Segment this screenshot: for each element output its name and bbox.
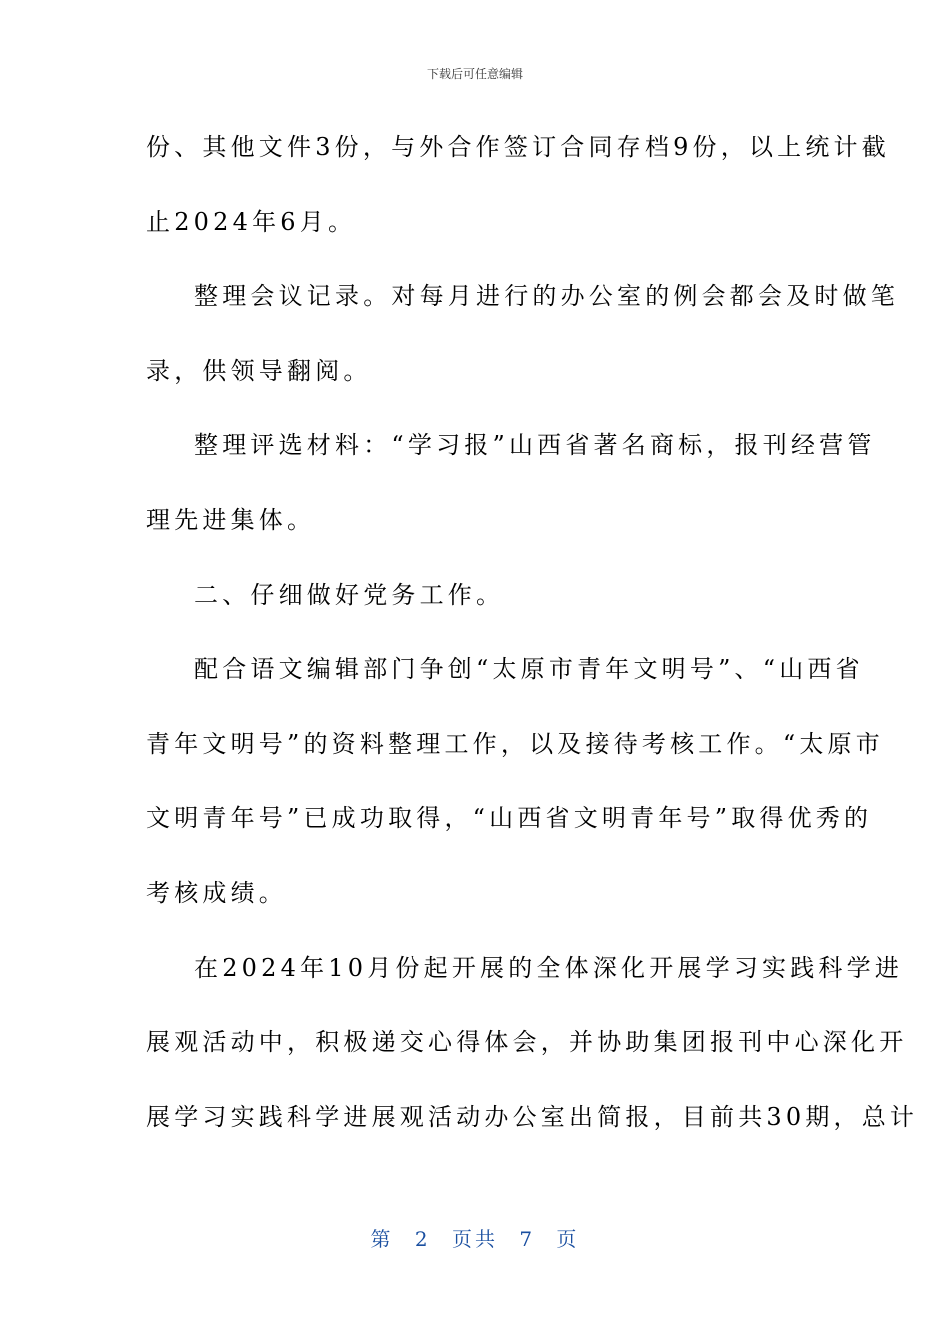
text-line: 份、其他文件3份，与外合作签订合同存档9份，以上统计截 <box>146 133 890 161</box>
paragraph-start-line: 整理会议记录。对每月进行的办公室的例会都会及时做笔 <box>194 282 899 311</box>
document-body <box>146 110 919 1154</box>
page-number-footer: 第 2 页共 7 页 <box>370 1227 580 1251</box>
text-line: 理先进集体。 <box>146 505 316 534</box>
text-line: 展观活动中，积极递交心得体会，并协助集团报刊中心深化开 <box>146 1028 908 1057</box>
text-line: 文明青年号”已成功取得，“山西省文明青年号”取得优秀的 <box>146 804 873 833</box>
page-header: 下载后可任意编辑 <box>426 67 523 81</box>
text-line: 止2024年6月。 <box>146 207 357 236</box>
text-line: 展学习实践科学进展观活动办公室出简报，目前共30期，总计 <box>146 1102 919 1131</box>
paragraph-start-line: 配合语文编辑部门争创“太原市青年文明号”、“山西省 <box>194 655 864 684</box>
text-line: 考核成绩。 <box>146 878 287 907</box>
text-line: 青年文明号”的资料整理工作，以及接待考核工作。“太原市 <box>146 729 884 758</box>
paragraph-start-line: 整理评选材料：“学习报”山西省著名商标，报刊经营管 <box>194 431 876 460</box>
paragraph-start-line: 在2024年10月份起开展的全体深化开展学习实践科学进 <box>194 953 904 982</box>
section-heading: 二、仔细做好党务工作。 <box>194 580 505 609</box>
text-line: 录，供领导翻阅。 <box>146 356 372 385</box>
